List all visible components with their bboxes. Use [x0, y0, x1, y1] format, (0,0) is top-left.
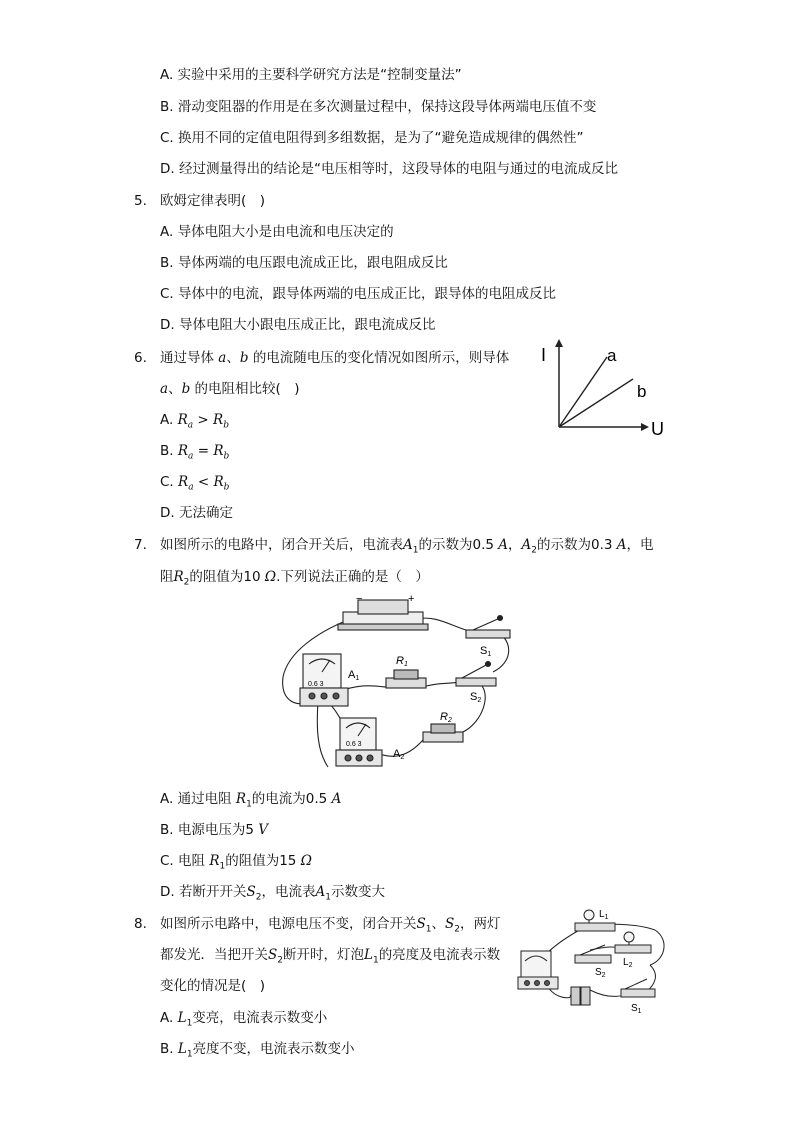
q6-stem-line2: a、b 的电阻相比较( )	[160, 381, 300, 397]
q6-number: 6.	[134, 350, 147, 366]
s1-label: S1	[480, 645, 492, 658]
q5-option-a: A. 导体电阻大小是由电流和电压决定的	[160, 224, 394, 240]
q7-number: 7.	[134, 537, 147, 553]
s1-label: $S_1$	[631, 1003, 642, 1015]
q5-option-d: D. 导体电阻大小跟电压成正比，跟电流成反比	[160, 317, 436, 333]
a2-scale-label: 0.6 3	[346, 741, 362, 748]
graph-x-label: U	[651, 419, 664, 439]
s2-label: S2	[470, 691, 482, 704]
q4-option-b: B. 滑动变阻器的作用是在多次测量过程中，保持这段导体两端电压值不变	[160, 99, 597, 115]
graph-line-b-label: b	[637, 382, 647, 401]
q6-option-b: B. $R_a = R_b$	[160, 443, 230, 462]
q4-option-d: D. 经过测量得出的结论是“电压相等时，这段导体的电阻与通过的电流成反比	[160, 161, 618, 177]
q6-iu-graph	[535, 335, 670, 440]
q4-option-c: C. 换用不同的定值电阻得到多组数据，是为了“避免造成规律的偶然性”	[160, 130, 584, 146]
q6-stem-line1: 通过导体 a、b 的电流随电压的变化情况如图所示，则导体	[160, 350, 510, 366]
q6-option-c: C. $R_a < R_b$	[160, 474, 230, 493]
battery-minus-label: −	[356, 593, 363, 605]
a1-label: A1	[348, 669, 360, 682]
r1-label: R1	[396, 655, 408, 668]
q8-circuit-figure	[515, 905, 675, 1015]
q7-circuit-figure	[278, 592, 518, 787]
q6-option-d: D. 无法确定	[160, 505, 233, 521]
q5-number: 5.	[134, 193, 147, 209]
q5-stem: 欧姆定律表明( )	[160, 193, 266, 209]
q8-option-a: A. $L_1$变亮，电流表示数变小	[160, 1010, 328, 1029]
l1-label: $L_1$	[599, 909, 609, 921]
q8-stem-line2: 都发光．当把开关$S_2$断开时，灯泡$L_1$的亮度及电流表示数	[160, 947, 501, 966]
q6-option-a: A. $R_a > R_b$	[160, 412, 229, 431]
q7-option-c: C. 电阻 $R_1$的阻值为15 Ω	[160, 853, 312, 872]
a1-scale-label: 0.6 3	[308, 681, 324, 688]
a2-label: A2	[393, 748, 405, 761]
s2-label: $S_2$	[595, 967, 606, 979]
q7-option-b: B. 电源电压为5 V	[160, 822, 268, 838]
q8-option-b: B. $L_1$亮度不变，电流表示数变小	[160, 1041, 355, 1060]
graph-line-a-label: a	[607, 346, 617, 365]
q4-option-a: A. 实验中采用的主要科学研究方法是“控制变量法”	[160, 67, 462, 83]
q7-stem-line2: 阻$R_2$的阻值为10 Ω.下列说法正确的是（ ）	[160, 569, 429, 588]
q5-option-b: B. 导体两端的电压跟电流成正比，跟电阻成反比	[160, 255, 448, 271]
q7-stem-line1: 如图所示的电路中，闭合开关后，电流表$A_1$的示数为0.5 A，$A_2$的示数为0.3 A，电	[160, 537, 654, 556]
r2-label: R2	[440, 711, 452, 724]
l2-label: $L_2$	[623, 957, 633, 969]
q5-option-c: C. 导体中的电流，跟导体两端的电压成正比，跟导体的电阻成反比	[160, 286, 557, 302]
graph-y-label: I	[541, 345, 547, 365]
q8-stem-line1: 如图所示电路中，电源电压不变，闭合开关$S_1$、$S_2$，两灯	[160, 916, 501, 935]
q7-option-a: A. 通过电阻 $R_1$的电流为0.5 A	[160, 791, 342, 810]
q7-option-d: D. 若断开开关$S_2$，电流表$A_1$示数变大	[160, 884, 385, 903]
battery-plus-label: +	[408, 593, 415, 605]
q8-number: 8.	[134, 916, 147, 932]
q8-stem-line3: 变化的情况是( )	[160, 978, 266, 994]
